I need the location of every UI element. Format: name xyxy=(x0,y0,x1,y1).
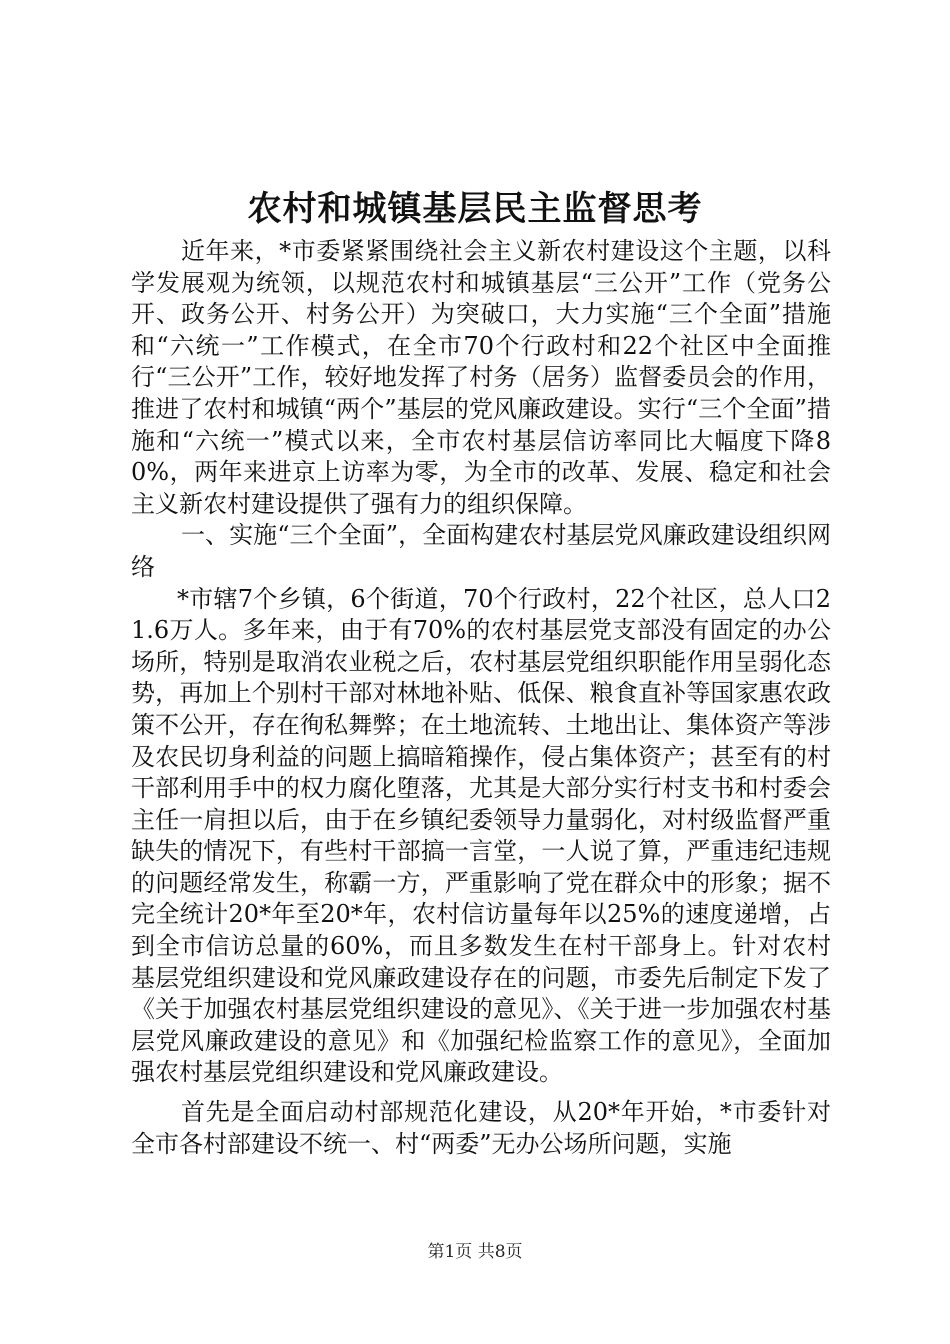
section-heading-1: 一、实施“三个全面”，全面构建农村基层党风廉政建设组织网络 xyxy=(131,521,831,581)
document-title: 农村和城镇基层民主监督思考 xyxy=(247,189,703,229)
page-footer: 第1页 共8页 xyxy=(427,1242,523,1262)
document-body xyxy=(131,236,831,1160)
paragraph-intro: 近年来，*市委紧紧围绕社会主义新农村建设这个主题，以科学发展观为统领，以规范农村和城镇基层“三公开”工作（党务公开、政务公开、村务公开）为突破口，大力实施“三个全面”措施和“六统一”工作模式，在全市70个行政村和22个社区中全面推行“三公开”工作，较好地发挥了村务（居务）监督委员会的作用，推进了农村和城镇“两个”基层的党风廉政建设。实行“三个全面”措施和“六统一”模式以来，全市农村基层信访率同比大幅度下降80%，两年来进京上访率为零，为全市的改革、发展、稳定和社会主义新农村建设提供了强有力的组织保障。 xyxy=(131,237,831,518)
paragraph-first-measure: 首先是全面启动村部规范化建设，从20*年开始，*市委针对全市各村部建设不统一、村“两委”无办公场所问题，实施 xyxy=(131,1098,831,1158)
paragraph-section-1: *市辖7个乡镇，6个街道，70个行政村，22个社区，总人口21.6万人。多年来，由于有70%的农村基层党支部没有固定的办公场所，特别是取消农业税之后，农村基层党组织职能作用呈弱化态势，再加上个别村干部对林地补贴、低保、粮食直补等国家惠农政策不公开，存在徇私舞弊；在土地流转、土地出让、集体资产等涉及农民切身利益的问题上搞暗箱操作，侵占集体资产；甚至有的村干部利用手中的权力腐化堕落，尤其是大部分实行村支书和村委会主任一肩担以后，由于在乡镇纪委领导力量弱化，对村级监督严重缺失的情况下，有些村干部搞一言堂，一人说了算，严重违纪违规的问题经常发生，称霸一方，严重影响了党在群众中的形象；据不完全统计20*年至20*年，农村信访量每年以25%的速度递增，占到全市信访总量的60%，而且多数发生在村干部身上。针对农村基层党组织建设和党风廉政建设存在的问题，市委先后制定下发了《关于加强农村基层党组织建设的意见》、《关于进一步加强农村基层党风廉政建设的意见》和《加强纪检监察工作的意见》，全面加强农村基层党组织建设和党风廉政建设。 xyxy=(131,584,831,1087)
